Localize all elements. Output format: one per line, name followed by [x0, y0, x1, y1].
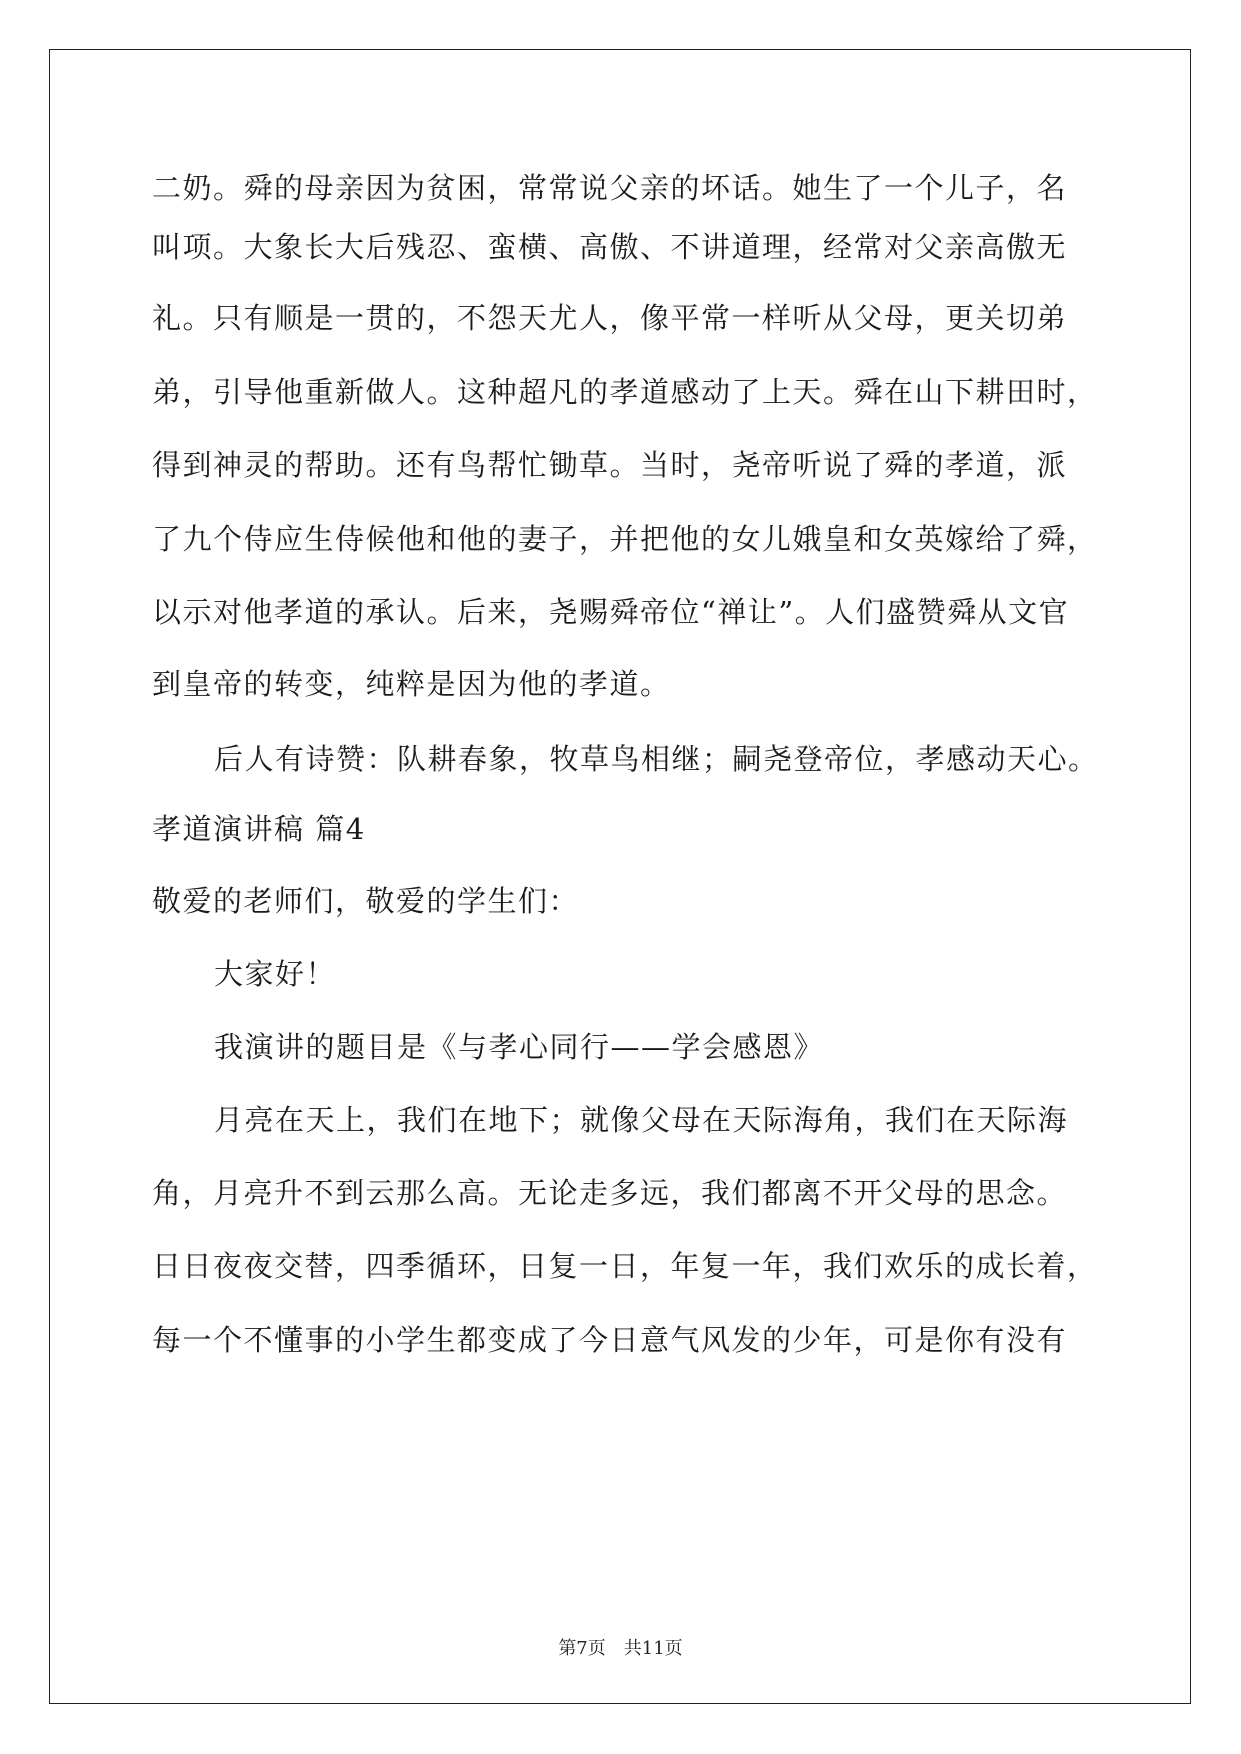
poem-line: 后人有诗赞：队耕春象，牧草鸟相继；嗣尧登帝位，孝感动天心。 [214, 742, 1099, 776]
body-line: 日日夜夜交替，四季循环，日复一日，年复一年，我们欢乐的成长着， [152, 1249, 1098, 1283]
body-line: 弟，引导他重新做人。这种超凡的孝道感动了上天。舜在山下耕田时， [152, 375, 1098, 409]
body-line: 二奶。舜的母亲因为贫困，常常说父亲的坏话。她生了一个儿子，名 [152, 171, 1068, 205]
body-line: 以示对他孝道的承认。后来，尧赐舜帝位“禅让”。人们盛赞舜从文官 [152, 595, 1070, 629]
speech-title-line: 我演讲的题目是《与孝心同行——学会感恩》 [214, 1030, 825, 1064]
body-line: 得到神灵的帮助。还有鸟帮忙锄草。当时，尧帝听说了舜的孝道，派 [152, 448, 1068, 482]
greeting: 大家好！ [214, 957, 337, 991]
body-line: 叫项。大象长大后残忍、蛮横、高傲、不讲道理，经常对父亲高傲无 [152, 230, 1068, 264]
salutation: 敬爱的老师们，敬爱的学生们： [152, 884, 580, 918]
section-heading: 孝道演讲稿 篇4 [152, 812, 366, 846]
body-line: 了九个侍应生侍候他和他的妻子，并把他的女儿娥皇和女英嫁给了舜， [152, 522, 1098, 556]
body-line: 到皇帝的转变，纯粹是因为他的孝道。 [152, 667, 671, 701]
body-line: 角，月亮升不到云那么高。无论走多远，我们都离不开父母的思念。 [152, 1176, 1068, 1210]
page-number-footer: 第7页 共11页 [558, 1638, 683, 1659]
body-line: 月亮在天上，我们在地下；就像父母在天际海角，我们在天际海 [214, 1103, 1069, 1137]
body-line: 每一个不懂事的小学生都变成了今日意气风发的少年，可是你有没有 [152, 1323, 1068, 1357]
page-border [49, 49, 1191, 1704]
body-line: 礼。只有顺是一贯的，不怨天尤人，像平常一样听从父母，更关切弟 [152, 301, 1068, 335]
